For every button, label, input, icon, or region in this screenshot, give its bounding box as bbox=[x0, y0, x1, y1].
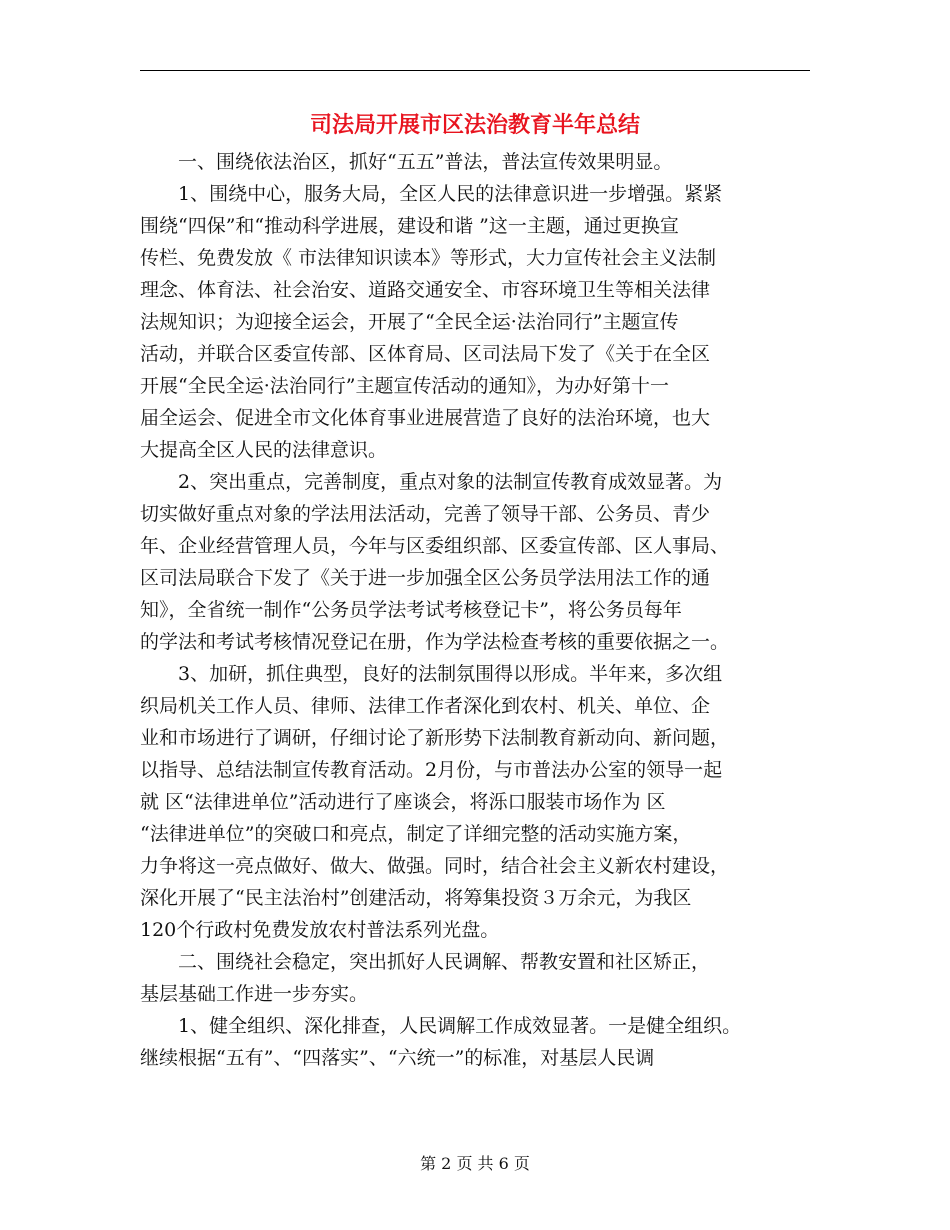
body-line: 理念、体育法、社会治安、道路交通安全、市容环境卫生等相关法律 bbox=[140, 279, 711, 301]
body-line: 基层基础工作进一步夯实。 bbox=[140, 983, 369, 1005]
body-line: 1、健全组织、深化排查，人民调解工作成效显著。一是健全组织。 bbox=[178, 1015, 742, 1037]
body-line: 织局机关工作人员、律师、法律工作者深化到农村、机关、单位、企 bbox=[140, 695, 711, 717]
body-line: 二、围绕社会稳定，突出抓好人民调解、帮教安置和社区矫正， bbox=[178, 951, 711, 973]
body-line: 就 区“法律进单位”活动进行了座谈会，将泺口服装市场作为 区 bbox=[140, 791, 666, 813]
body-line: 3、加研，抓住典型，良好的法制氛围得以形成。半年来，多次组 bbox=[178, 663, 723, 685]
body-line: 的学法和考试考核情况登记在册，作为学法检查考核的重要依据之一。 bbox=[140, 631, 730, 653]
body-line: 年、企业经营管理人员，今年与区委组织部、区委宣传部、区人事局、 bbox=[140, 535, 730, 557]
body-line: “法律进单位”的突破口和亮点，制定了详细完整的活动实施方案， bbox=[140, 823, 692, 845]
body-line: 以指导、总结法制宣传教育活动。2月份，与市普法办公室的领导一起 bbox=[140, 759, 723, 781]
document-body bbox=[140, 146, 820, 1074]
header-rule bbox=[140, 70, 810, 71]
body-line: 1、围绕中心，服务大局，全区人民的法律意识进一步增强。紧紧 bbox=[178, 183, 723, 205]
document-title: 司法局开展市区法治教育半年总结 bbox=[309, 113, 640, 138]
body-line: 围绕“四保”和“推动科学进展，建设和谐 ”这一主题，通过更换宣 bbox=[140, 215, 679, 237]
body-line: 继续根据“五有”、“四落实”、“六统一”的标准，对基层人民调 bbox=[140, 1047, 655, 1069]
body-line: 开展“全民全运·法治同行”主题宣传活动的通知》，为办好第十一 bbox=[140, 375, 669, 397]
body-line: 届全运会、促进全市文化体育事业进展营造了良好的法治环境，也大 bbox=[140, 407, 711, 429]
body-line: 深化开展了“民主法治村”创建活动，将筹集投资３万余元，为我区 bbox=[140, 887, 692, 909]
body-line: 120个行政村免费发放农村普法系列光盘。 bbox=[140, 919, 500, 941]
body-line: 业和市场进行了调研，仔细讨论了新形势下法制教育新动向、新问题， bbox=[140, 727, 730, 749]
body-line: 活动，并联合区委宣传部、区体育局、区司法局下发了《关于在全区 bbox=[140, 343, 711, 365]
body-line: 一、围绕依法治区，抓好“五五”普法，普法宣传效果明显。 bbox=[178, 151, 673, 173]
body-line: 大提高全区人民的法律意识。 bbox=[140, 439, 388, 461]
body-line: 传栏、免费发放《 市法律知识读本》等形式，大力宣传社会主义法制 bbox=[140, 247, 717, 269]
body-line: 2、突出重点，完善制度，重点对象的法制宣传教育成效显著。为 bbox=[178, 471, 723, 493]
body-line: 切实做好重点对象的学法用法活动，完善了领导干部、公务员、青少 bbox=[140, 503, 711, 525]
body-line: 力争将这一亮点做好、做大、做强。同时，结合社会主义新农村建设， bbox=[140, 855, 730, 877]
body-line: 知》，全省统一制作“公务员学法考试考核登记卡”，将公务员每年 bbox=[140, 599, 682, 621]
body-line: 区司法局联合下发了《关于进一步加强全区公务员学法用法工作的通 bbox=[140, 567, 711, 589]
page-footer: 第 2 页 共 6 页 bbox=[420, 1154, 530, 1173]
body-line: 法规知识；为迎接全运会，开展了“全民全运·法治同行”主题宣传 bbox=[140, 311, 679, 333]
